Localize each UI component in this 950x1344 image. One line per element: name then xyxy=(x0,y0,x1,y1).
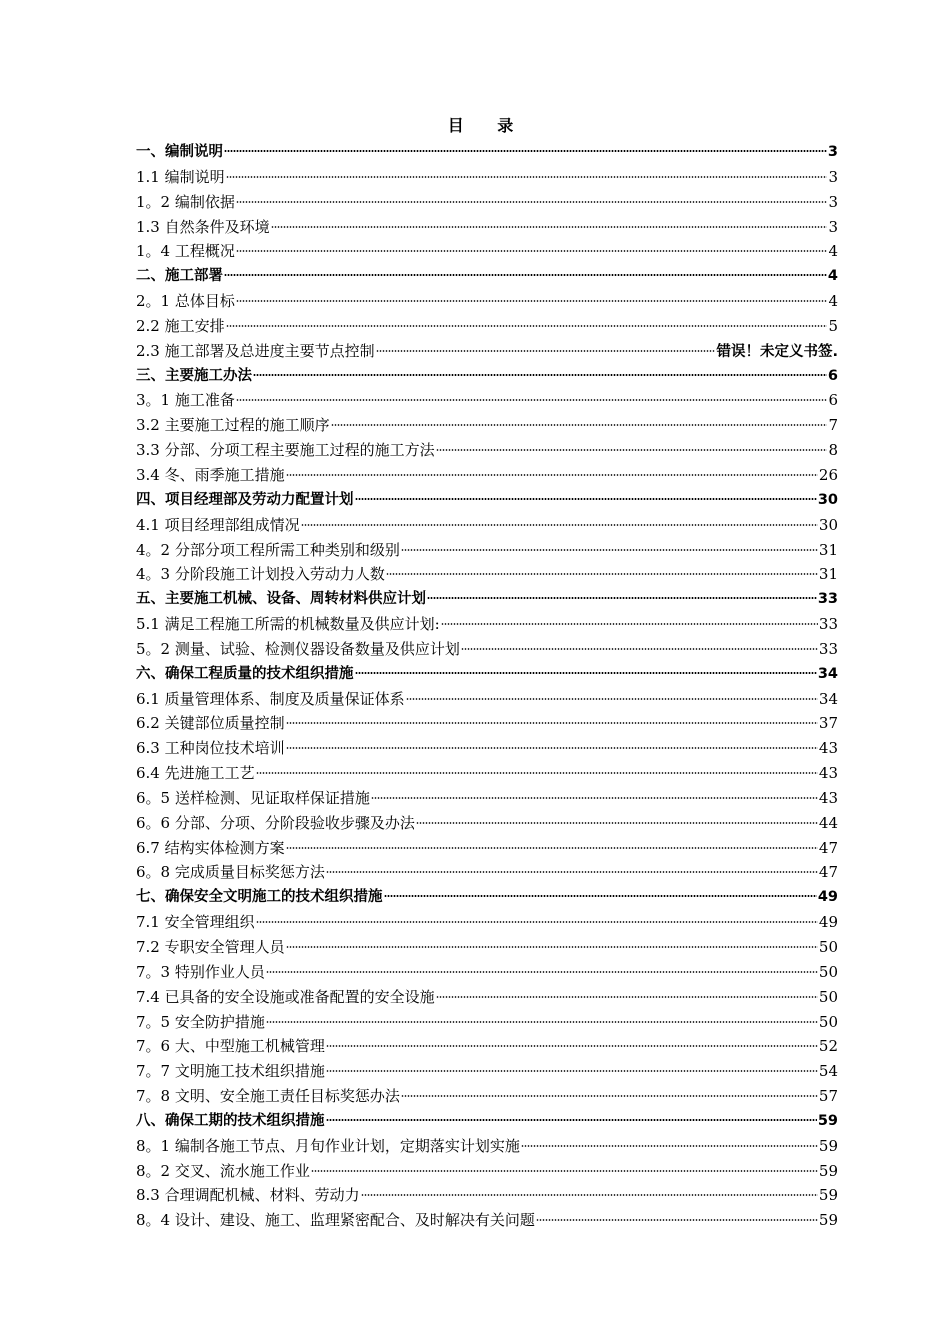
toc-chapter-entry[interactable] xyxy=(136,140,838,165)
toc-page-number: 49 xyxy=(817,889,838,906)
toc-entry-label: 5.1 满足工程施工所需的机械数量及供应计划: xyxy=(136,615,440,634)
toc-section-entry[interactable] xyxy=(136,513,838,538)
toc-page-number: 59 xyxy=(818,1161,838,1180)
toc-dot-leader xyxy=(355,672,817,674)
toc-page-number: 50 xyxy=(818,938,838,956)
toc-page-number: 57 xyxy=(818,1087,838,1106)
toc-section-entry[interactable] xyxy=(136,612,838,637)
toc-page-number: 43 xyxy=(818,739,838,758)
toc-entry-label: 3。1 施工准备 xyxy=(136,391,235,410)
toc-page-number: 43 xyxy=(818,788,838,807)
toc-section-entry[interactable] xyxy=(136,239,838,264)
toc-page-number: 59 xyxy=(818,1211,838,1230)
toc-dot-leader xyxy=(256,772,818,774)
toc-page-number: 8 xyxy=(828,441,838,460)
toc-dot-leader xyxy=(376,350,716,352)
toc-dot-leader xyxy=(386,573,818,575)
toc-chapter-entry[interactable] xyxy=(136,662,838,687)
toc-section-entry[interactable] xyxy=(136,960,838,985)
toc-entry-label: 6.1 质量管理体系、制度及质量保证体系 xyxy=(136,689,405,708)
toc-dot-leader xyxy=(441,623,818,625)
toc-entry-label: 7.4 已具备的安全设施或准备配置的安全设施 xyxy=(136,987,435,1006)
toc-dot-leader xyxy=(461,648,818,650)
toc-dot-leader xyxy=(236,201,828,203)
toc-section-entry[interactable] xyxy=(136,339,838,364)
toc-section-entry[interactable] xyxy=(136,811,838,836)
toc-page-number: 59 xyxy=(818,1186,838,1205)
toc-chapter-entry[interactable] xyxy=(136,264,838,289)
toc-page-number: 59 xyxy=(817,1112,838,1129)
toc-entry-label: 二、施工部署 xyxy=(136,268,223,285)
toc-section-entry[interactable] xyxy=(136,687,838,712)
toc-page-number: 47 xyxy=(818,838,838,857)
toc-dot-leader xyxy=(226,176,828,178)
toc-page-number: 30 xyxy=(817,491,838,508)
toc-entry-label: 8。1 编制各施工节点、月旬作业计划，定期落实计划实施 xyxy=(136,1136,520,1155)
toc-dot-leader xyxy=(355,498,817,500)
toc-entry-label: 6.7 结构实体检测方案 xyxy=(136,838,285,857)
toc-page-number: 43 xyxy=(818,764,838,783)
toc-dot-leader xyxy=(286,946,818,948)
toc-entry-label: 2。1 总体目标 xyxy=(136,292,235,311)
toc-section-entry[interactable] xyxy=(136,1134,838,1159)
toc-entry-label: 3.2 主要施工过程的施工顺序 xyxy=(136,416,330,435)
toc-page-number: 54 xyxy=(818,1062,838,1081)
toc-page-number: 52 xyxy=(818,1037,838,1056)
toc-section-entry[interactable] xyxy=(136,289,838,314)
toc-entry-label: 6.3 工种岗位技术培训 xyxy=(136,739,285,758)
toc-section-entry[interactable] xyxy=(136,438,838,463)
toc-section-entry[interactable] xyxy=(136,413,838,438)
toc-entry-label: 7。3 特别作业人员 xyxy=(136,962,265,981)
toc-entry-label: 4。3 分阶段施工计划投入劳动力人数 xyxy=(136,565,385,584)
toc-entry-label: 三、主要施工办法 xyxy=(136,367,252,384)
toc-section-entry[interactable] xyxy=(136,1159,838,1184)
toc-dot-leader xyxy=(224,274,827,276)
toc-page-number: 50 xyxy=(818,1012,838,1031)
toc-dot-leader xyxy=(311,1170,818,1172)
toc-section-entry[interactable] xyxy=(136,711,838,736)
toc-dot-leader xyxy=(326,1119,817,1121)
toc-section-entry[interactable] xyxy=(136,463,838,488)
toc-dot-leader xyxy=(536,1219,818,1221)
toc-title: 目 录 xyxy=(447,116,528,135)
toc-section-entry[interactable] xyxy=(136,836,838,861)
toc-dot-leader xyxy=(253,374,827,376)
toc-section-entry[interactable] xyxy=(136,165,838,190)
toc-entry-label: 1.1 编制说明 xyxy=(136,167,225,186)
toc-dot-leader xyxy=(401,1095,818,1097)
toc-entry-label: 五、主要施工机械、设备、周转材料供应计划 xyxy=(136,591,426,608)
toc-entry-label: 5。2 测量、试验、检测仪器设备数量及供应计划 xyxy=(136,639,460,658)
toc-page-number: 31 xyxy=(818,540,838,559)
toc-entry-label: 4。2 分部分项工程所需工种类别和级别 xyxy=(136,540,400,559)
toc-page-number: 7 xyxy=(828,416,838,435)
toc-entry-label: 一、编制说明 xyxy=(136,144,223,160)
toc-section-entry[interactable] xyxy=(136,761,838,786)
toc-page-number: 34 xyxy=(818,689,838,708)
toc-dot-leader xyxy=(286,722,818,724)
toc-chapter-entry[interactable] xyxy=(136,587,838,612)
toc-page-number: 59 xyxy=(818,1136,838,1155)
toc-dot-leader xyxy=(331,424,828,426)
toc-page-number: 6 xyxy=(827,367,838,384)
toc-section-entry[interactable] xyxy=(136,1034,838,1059)
toc-dot-leader xyxy=(427,597,817,599)
toc-section-entry[interactable] xyxy=(136,736,838,761)
toc-entry-label: 7。6 大、中型施工机械管理 xyxy=(136,1037,325,1056)
toc-dot-leader xyxy=(521,1145,818,1147)
toc-dot-leader xyxy=(326,871,818,873)
toc-entry-label: 6.4 先进施工工艺 xyxy=(136,764,255,783)
toc-dot-leader xyxy=(226,325,828,327)
toc-section-entry[interactable] xyxy=(136,1010,838,1035)
toc-dot-leader xyxy=(301,524,818,526)
toc-dot-leader xyxy=(286,847,818,849)
toc-section-entry[interactable] xyxy=(136,860,838,885)
toc-page-number: 4 xyxy=(828,292,838,311)
toc-entry-label: 7.1 安全管理组织 xyxy=(136,913,255,932)
toc-section-entry[interactable] xyxy=(136,388,838,413)
toc-dot-leader xyxy=(266,1021,818,1023)
toc-dot-leader xyxy=(236,250,828,252)
toc-entry-label: 1.3 自然条件及环境 xyxy=(136,217,270,236)
toc-entry-label: 2.2 施工安排 xyxy=(136,316,225,335)
toc-dot-leader xyxy=(326,1070,818,1072)
toc-entry-label: 1。4 工程概况 xyxy=(136,242,235,261)
toc-entry-label: 八、确保工期的技术组织措施 xyxy=(136,1112,325,1129)
toc-section-entry[interactable] xyxy=(136,1084,838,1109)
toc-page-number: 37 xyxy=(818,714,838,733)
toc-dot-leader xyxy=(384,895,817,897)
toc-dot-leader xyxy=(256,921,818,923)
toc-page-number: 50 xyxy=(818,987,838,1006)
toc-entry-label: 7。5 安全防护措施 xyxy=(136,1012,265,1031)
toc-dot-leader xyxy=(266,971,818,973)
toc-entry-label: 7.2 专职安全管理人员 xyxy=(136,938,285,956)
toc-dot-leader xyxy=(406,698,818,700)
toc-entry-label: 7。8 文明、安全施工责任目标奖惩办法 xyxy=(136,1087,400,1106)
toc-entry-label: 6.2 关键部位质量控制 xyxy=(136,714,285,733)
toc-dot-leader xyxy=(401,549,818,551)
toc-chapter-entry[interactable] xyxy=(136,364,838,389)
toc-dot-leader xyxy=(286,474,818,476)
toc-page-number: 31 xyxy=(818,565,838,584)
toc-entry-label: 3.4 冬、雨季施工措施 xyxy=(136,465,285,484)
toc-page-number: 6 xyxy=(828,391,838,410)
toc-bookmark-error: 错误！未定义书签. xyxy=(716,343,838,360)
toc-page-number: 33 xyxy=(818,615,838,634)
toc-page-number: 5 xyxy=(828,316,838,335)
toc-entry-label: 6。5 送样检测、见证取样保证措施 xyxy=(136,788,370,807)
toc-page-number: 49 xyxy=(818,913,838,932)
toc-dot-leader xyxy=(236,399,828,401)
toc-page-number: 4 xyxy=(828,242,838,261)
toc-entry-label: 8.3 合理调配机械、材料、劳动力 xyxy=(136,1186,360,1205)
toc-dot-leader xyxy=(271,226,828,228)
toc-section-entry[interactable] xyxy=(136,786,838,811)
toc-section-entry[interactable] xyxy=(136,538,838,563)
toc-page-number: 50 xyxy=(818,962,838,981)
toc-entry-label: 2.3 施工部署及总进度主要节点控制 xyxy=(136,341,375,360)
toc-section-entry[interactable] xyxy=(136,562,838,587)
toc-page-number: 47 xyxy=(818,863,838,882)
toc-page-number: 26 xyxy=(818,465,838,484)
toc-dot-leader xyxy=(286,747,818,749)
toc-page-number: 3 xyxy=(828,217,838,236)
toc-section-entry[interactable] xyxy=(136,314,838,339)
toc-list xyxy=(136,140,838,1233)
toc-page-number: 3 xyxy=(828,192,838,211)
toc-dot-leader xyxy=(224,150,827,152)
toc-dot-leader xyxy=(371,797,818,799)
toc-section-entry[interactable] xyxy=(136,1208,838,1233)
toc-page-number: 33 xyxy=(817,591,838,608)
toc-section-entry[interactable] xyxy=(136,910,838,935)
toc-entry-label: 8。4 设计、建设、施工、监理紧密配合、及时解决有关问题 xyxy=(136,1211,535,1230)
toc-page-number: 33 xyxy=(818,639,838,658)
toc-entry-label: 4.1 项目经理部组成情况 xyxy=(136,515,300,534)
toc-entry-label: 6。6 分部、分项、分阶段验收步骤及办法 xyxy=(136,813,415,832)
toc-dot-leader xyxy=(436,449,828,451)
toc-dot-leader xyxy=(236,300,828,302)
toc-entry-label: 8。2 交叉、流水施工作业 xyxy=(136,1161,310,1180)
toc-section-entry[interactable] xyxy=(136,215,838,240)
toc-dot-leader xyxy=(361,1194,818,1196)
toc-entry-label: 1。2 编制依据 xyxy=(136,192,235,211)
toc-page-number: 44 xyxy=(818,813,838,832)
toc-section-entry[interactable] xyxy=(136,1059,838,1084)
toc-page-number: 3 xyxy=(827,144,838,160)
toc-chapter-entry[interactable] xyxy=(136,488,838,513)
toc-page-number: 34 xyxy=(817,665,838,682)
toc-chapter-entry[interactable] xyxy=(136,885,838,910)
toc-entry-label: 7。7 文明施工技术组织措施 xyxy=(136,1062,325,1081)
toc-section-entry[interactable] xyxy=(136,637,838,662)
toc-entry-label: 6。8 完成质量目标奖惩方法 xyxy=(136,863,325,882)
toc-page-number: 3 xyxy=(828,167,838,186)
toc-section-entry[interactable] xyxy=(136,190,838,215)
toc-section-entry[interactable] xyxy=(136,985,838,1010)
toc-entry-label: 六、确保工程质量的技术组织措施 xyxy=(136,665,354,682)
toc-page-number: 4 xyxy=(827,268,838,285)
toc-section-entry[interactable] xyxy=(136,1183,838,1208)
toc-page-number: 30 xyxy=(818,515,838,534)
toc-dot-leader xyxy=(326,1045,818,1047)
toc-entry-label: 四、项目经理部及劳动力配置计划 xyxy=(136,491,354,508)
toc-dot-leader xyxy=(436,996,818,998)
toc-entry-label: 七、确保安全文明施工的技术组织措施 xyxy=(136,889,383,906)
toc-entry-label: 3.3 分部、分项工程主要施工过程的施工方法 xyxy=(136,441,435,460)
toc-dot-leader xyxy=(416,822,818,824)
toc-chapter-entry[interactable] xyxy=(136,1109,838,1134)
toc-section-entry[interactable] xyxy=(136,935,838,960)
